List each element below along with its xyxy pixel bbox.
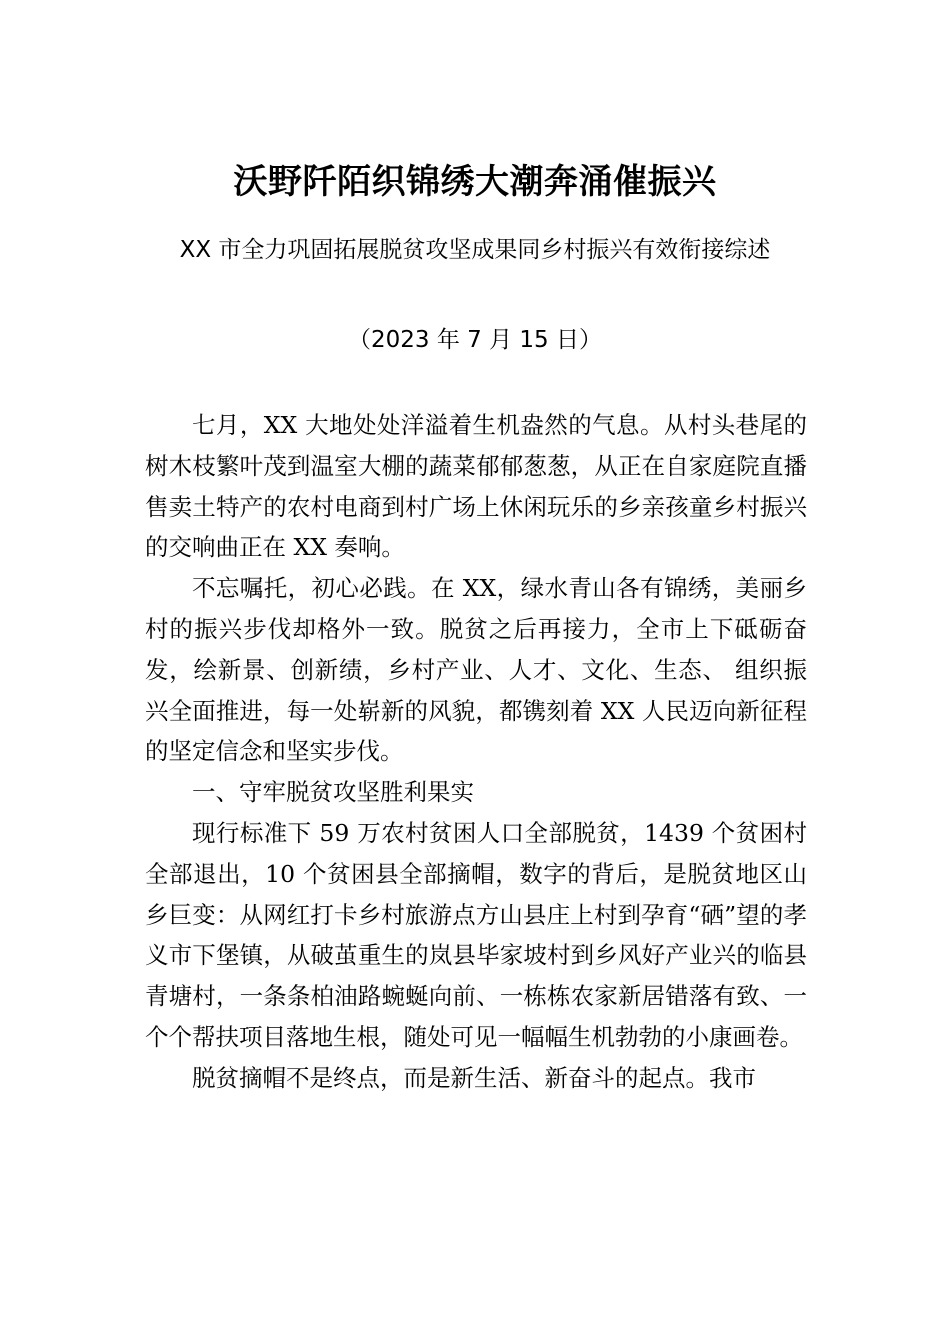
paragraph: 现行标准下 59 万农村贫困人口全部脱贫，1439 个贫困村全部退出，10 个贫困县全部摘帽，数字的背后，是脱贫地区山乡巨变：从网红打卡乡村旅游点方山县庄上村到孕育“硒”望的孝义市下堡镇，从破茧重生的岚县毕家坡村到乡风好产业兴的临县青塘村，一条条柏油路蜿蜒向前、一栋栋农家新居错落有致、一个个帮扶项目落地生根，随处可见一幅幅生机勃勃的小康画卷。 [145,818,807,1051]
document-subtitle: XX 市全力巩固拓展脱贫攻坚成果同乡村振兴有效衔接综述 [179,237,771,263]
paragraph: 脱贫摘帽不是终点，而是新生活、新奋斗的起点。我市 [192,1063,756,1092]
document-title: 沃野阡陌织锦绣大潮奔涌催振兴 [233,162,717,202]
document-body [145,405,807,1099]
document-date: （2023 年 7 月 15 日） [348,327,602,353]
paragraph: 七月，XX 大地处处洋溢着生机盎然的气息。从村头巷尾的树木枝繁叶茂到温室大棚的蔬菜郁郁葱葱，从正在自家庭院直播售卖土特产的农村电商到村广场上休闲玩乐的乡亲孩童乡村振兴的交响曲正在 XX 奏响。 [145,411,807,562]
section-heading: 一、守牢脱贫攻坚胜利果实 [192,778,474,807]
paragraph: 不忘嘱托，初心必践。在 XX，绿水青山各有锦绣，美丽乡村的振兴步伐却格外一致。脱贫之后再接力，全市上下砥砺奋发，绘新景、创新绩，乡村产业、人才、文化、生态、 组织振兴全面推进，每一处崭新的风貌，都镌刻着 XX 人民迈向新征程的坚定信念和坚实步伐。 [145,574,807,766]
